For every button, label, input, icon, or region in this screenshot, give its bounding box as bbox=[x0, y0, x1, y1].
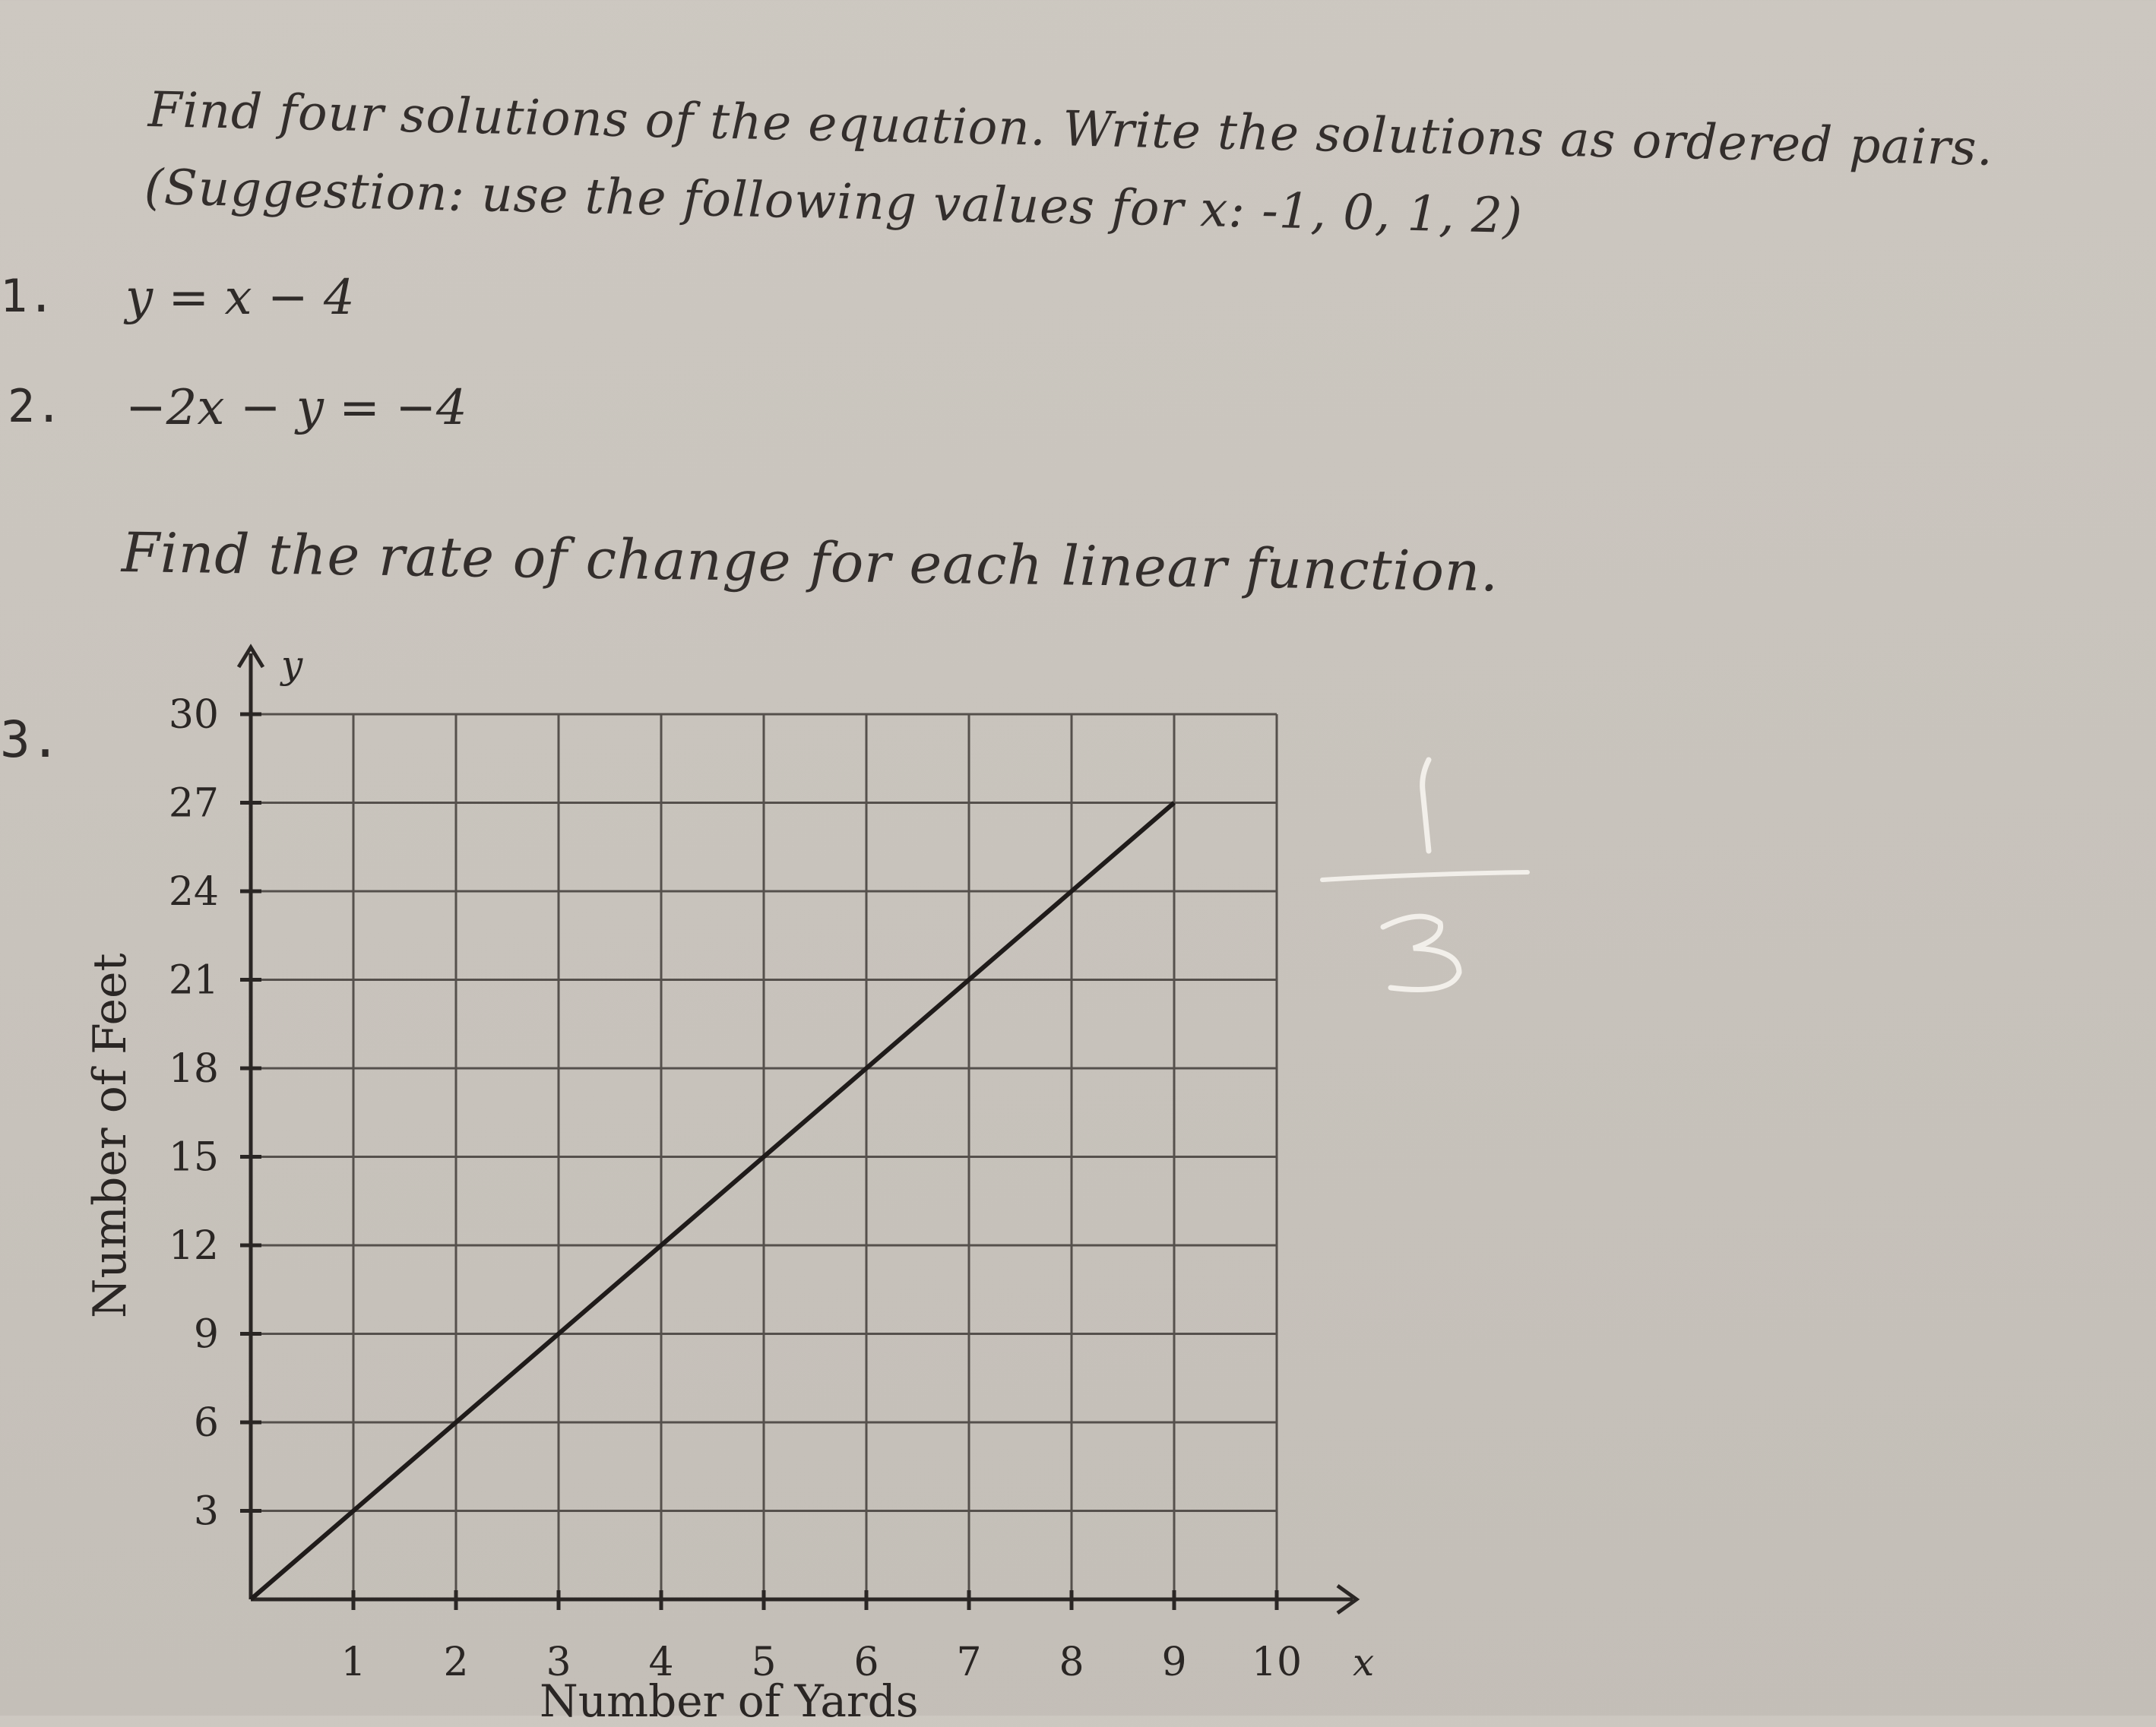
y-axis-title: Number of Feet bbox=[84, 953, 137, 1318]
handwritten-fraction bbox=[1307, 745, 1535, 1003]
x-axis-letter: x bbox=[1353, 1640, 1375, 1684]
x-tick-label: 5 bbox=[751, 1640, 777, 1685]
y-tick-label: 18 bbox=[168, 1046, 219, 1092]
data-line bbox=[251, 803, 1174, 1600]
y-tick-label: 12 bbox=[168, 1223, 219, 1269]
x-tick-label: 3 bbox=[546, 1640, 571, 1685]
graph-tick-labels bbox=[169, 643, 1374, 1685]
handwritten-numerator bbox=[1423, 760, 1429, 851]
y-tick-label: 3 bbox=[193, 1488, 219, 1535]
handwritten-denominator bbox=[1383, 916, 1459, 989]
y-tick-label: 6 bbox=[193, 1400, 219, 1446]
x-tick-label: 2 bbox=[443, 1640, 469, 1685]
x-tick-label: 8 bbox=[1059, 1640, 1084, 1685]
graph-series bbox=[251, 803, 1174, 1600]
x-tick-label: 7 bbox=[956, 1640, 982, 1685]
problem-2-number: 2. bbox=[8, 380, 63, 433]
x-tick-label: 9 bbox=[1161, 1640, 1187, 1685]
instructions-line-1: Find four solutions of the equation. Write the solutions as ordered pairs. bbox=[147, 82, 1994, 177]
y-axis-letter: y bbox=[281, 643, 303, 687]
problem-3-number: 3. bbox=[0, 710, 61, 769]
x-tick-label: 6 bbox=[853, 1640, 879, 1685]
problem-1-equation: y = x − 4 bbox=[125, 270, 355, 326]
problem-2-equation: −2x − y = −4 bbox=[125, 380, 467, 436]
instructions-line-2: (Suggestion: use the following values for x: -1, 0, 1, 2) bbox=[144, 160, 1524, 245]
x-tick-label: 10 bbox=[1251, 1640, 1303, 1685]
handwritten-fraction-bar bbox=[1322, 872, 1528, 880]
y-tick-label: 21 bbox=[168, 957, 219, 1004]
x-axis-title: Number of Yards bbox=[540, 1675, 919, 1727]
x-tick-label: 4 bbox=[648, 1640, 674, 1685]
y-tick-label: 15 bbox=[168, 1134, 219, 1181]
section-2-heading: Find the rate of change for each linear function. bbox=[121, 520, 1499, 604]
y-tick-label: 27 bbox=[168, 780, 219, 827]
y-tick-label: 24 bbox=[168, 869, 219, 915]
x-tick-label: 1 bbox=[340, 1640, 366, 1685]
problem-1-number: 1. bbox=[0, 270, 55, 323]
y-tick-label: 30 bbox=[168, 692, 219, 738]
y-tick-label: 9 bbox=[193, 1311, 219, 1358]
